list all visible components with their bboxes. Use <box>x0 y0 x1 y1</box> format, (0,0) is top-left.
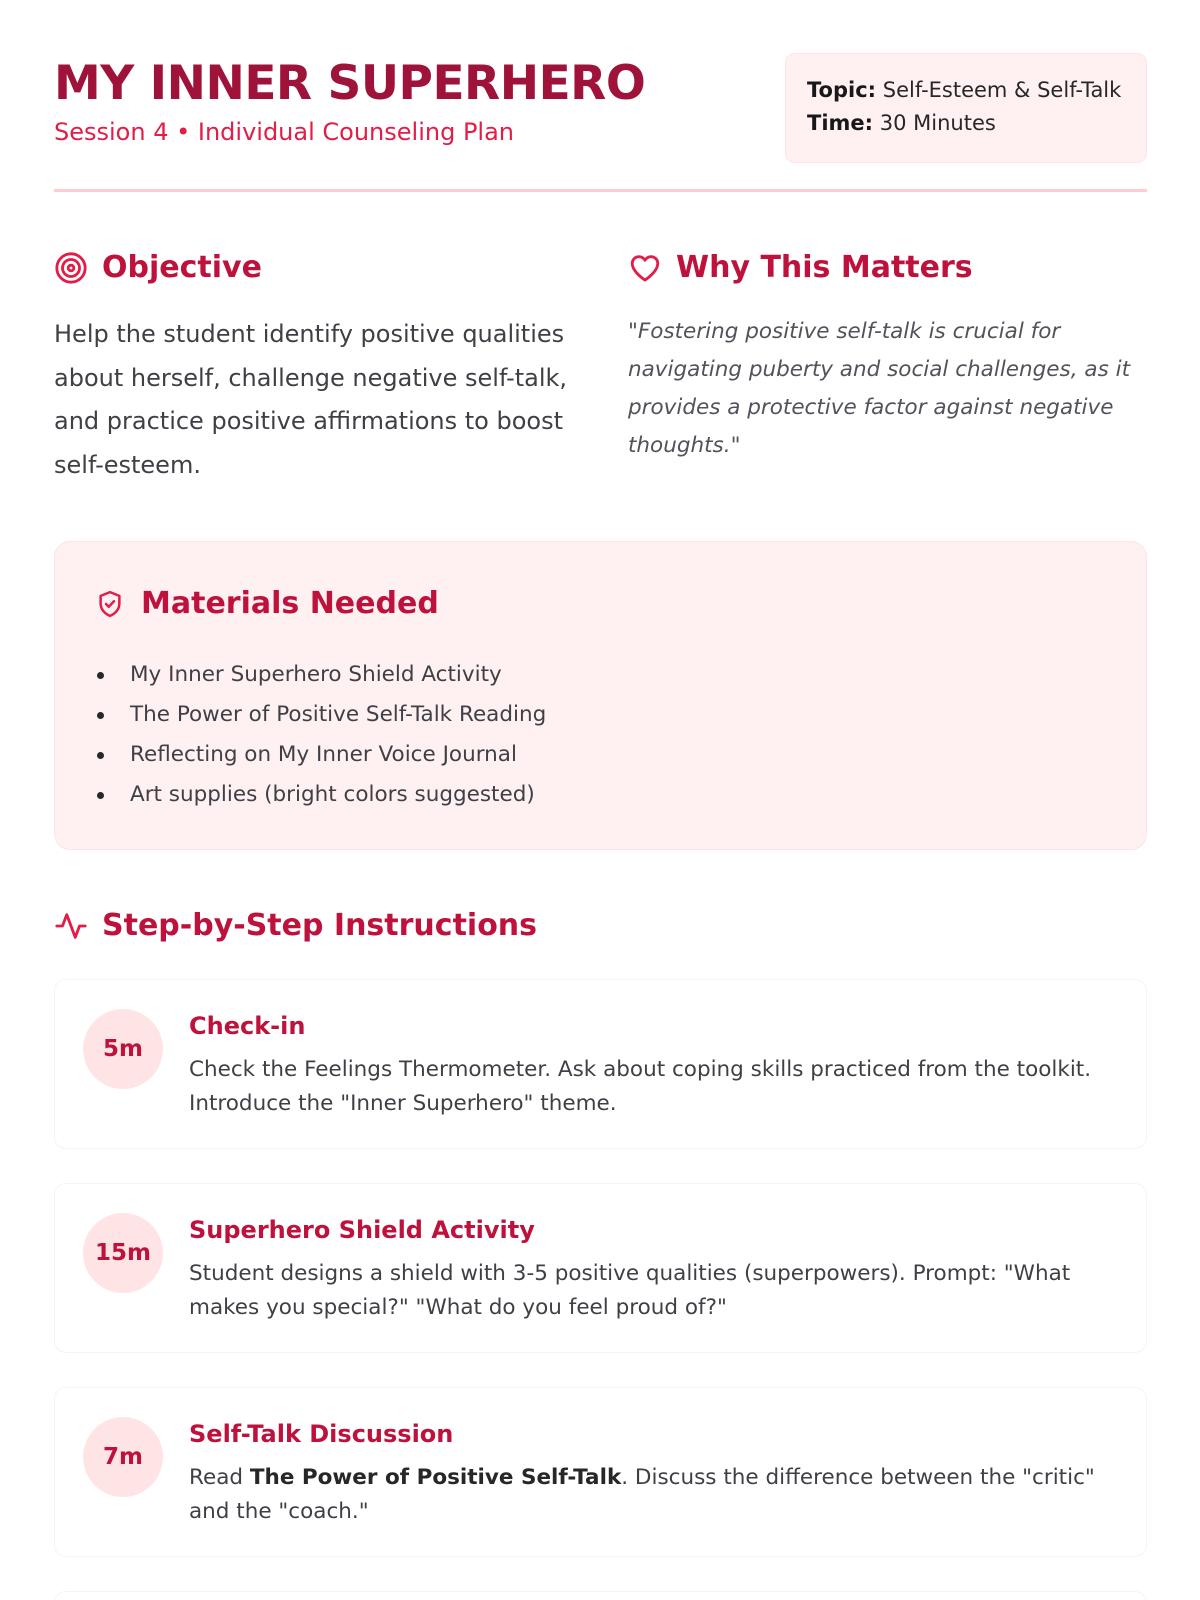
page-title: MY INNER SUPERHERO <box>54 56 646 111</box>
step-name: Self-Talk Discussion <box>189 1420 454 1448</box>
list-item: Art supplies (bright colors suggested) <box>95 775 1106 815</box>
topic-line <box>807 74 1125 107</box>
step-name: Check-in <box>189 1012 306 1040</box>
steps-heading-text: Step-by-Step Instructions <box>102 908 538 943</box>
step-card-check-in <box>54 979 1147 1149</box>
why-heading <box>628 250 1147 285</box>
materials-heading-text: Materials Needed <box>141 586 439 621</box>
why-section <box>628 250 1147 465</box>
step-card-next <box>54 1591 1147 1600</box>
step-description: Check the Feelings Thermometer. Ask about coping skills practiced from the toolkit. Introduce the "Inner Superhero" theme. <box>189 1057 1092 1116</box>
desc-prefix: Read <box>189 1465 250 1490</box>
shield-icon <box>95 589 125 619</box>
list-item: Reflecting on My Inner Voice Journal <box>95 735 1106 775</box>
why-quote: "Fostering positive self-talk is crucial for navigating puberty and social challenges, as it provides a protective factor against negative thoughts." <box>628 319 1131 458</box>
time-value: 30 Minutes <box>879 111 996 135</box>
duration-badge: 5m <box>83 1009 163 1089</box>
step-description: Student designs a shield with 3-5 positive qualities (superpowers). Prompt: "What makes you special?" "What do you feel proud of?" <box>189 1261 1071 1320</box>
objective-heading <box>54 250 574 285</box>
topic-label: Topic: <box>807 78 877 102</box>
steps-heading <box>54 908 537 943</box>
step-description <box>189 1461 1109 1528</box>
list-item: The Power of Positive Self-Talk Reading <box>95 695 1106 735</box>
reading-title: The Power of Positive Self-Talk <box>249 1465 622 1490</box>
step-card-shield-activity <box>54 1183 1147 1353</box>
objective-text: Help the student identify positive qualities about herself, challenge negative self-talk, and practice positive affirmations to boost self-esteem. <box>54 320 568 479</box>
why-heading-text: Why This Matters <box>676 250 973 285</box>
time-label: Time: <box>807 111 874 135</box>
page-header <box>54 0 1147 192</box>
materials-section <box>54 541 1147 850</box>
duration-badge: 7m <box>83 1417 163 1497</box>
materials-list <box>95 655 1106 815</box>
session-info-box <box>785 53 1147 163</box>
step-card-self-talk <box>54 1387 1147 1557</box>
time-line <box>807 107 1125 140</box>
duration-badge: 15m <box>83 1213 163 1293</box>
activity-icon <box>54 909 88 943</box>
list-item: My Inner Superhero Shield Activity <box>95 655 1106 695</box>
heart-icon <box>628 251 662 285</box>
topic-value: Self-Esteem & Self-Talk <box>882 78 1122 102</box>
page-subtitle: Session 4 • Individual Counseling Plan <box>54 118 514 146</box>
objective-heading-text: Objective <box>102 250 262 285</box>
objective-section <box>54 250 574 487</box>
materials-heading <box>95 586 1106 621</box>
desc-suffix: . Discuss the difference between the "critic" and the "coach." <box>189 1465 1095 1524</box>
target-icon <box>54 251 88 285</box>
lesson-plan-page <box>54 0 1147 1524</box>
step-name: Superhero Shield Activity <box>189 1216 535 1244</box>
